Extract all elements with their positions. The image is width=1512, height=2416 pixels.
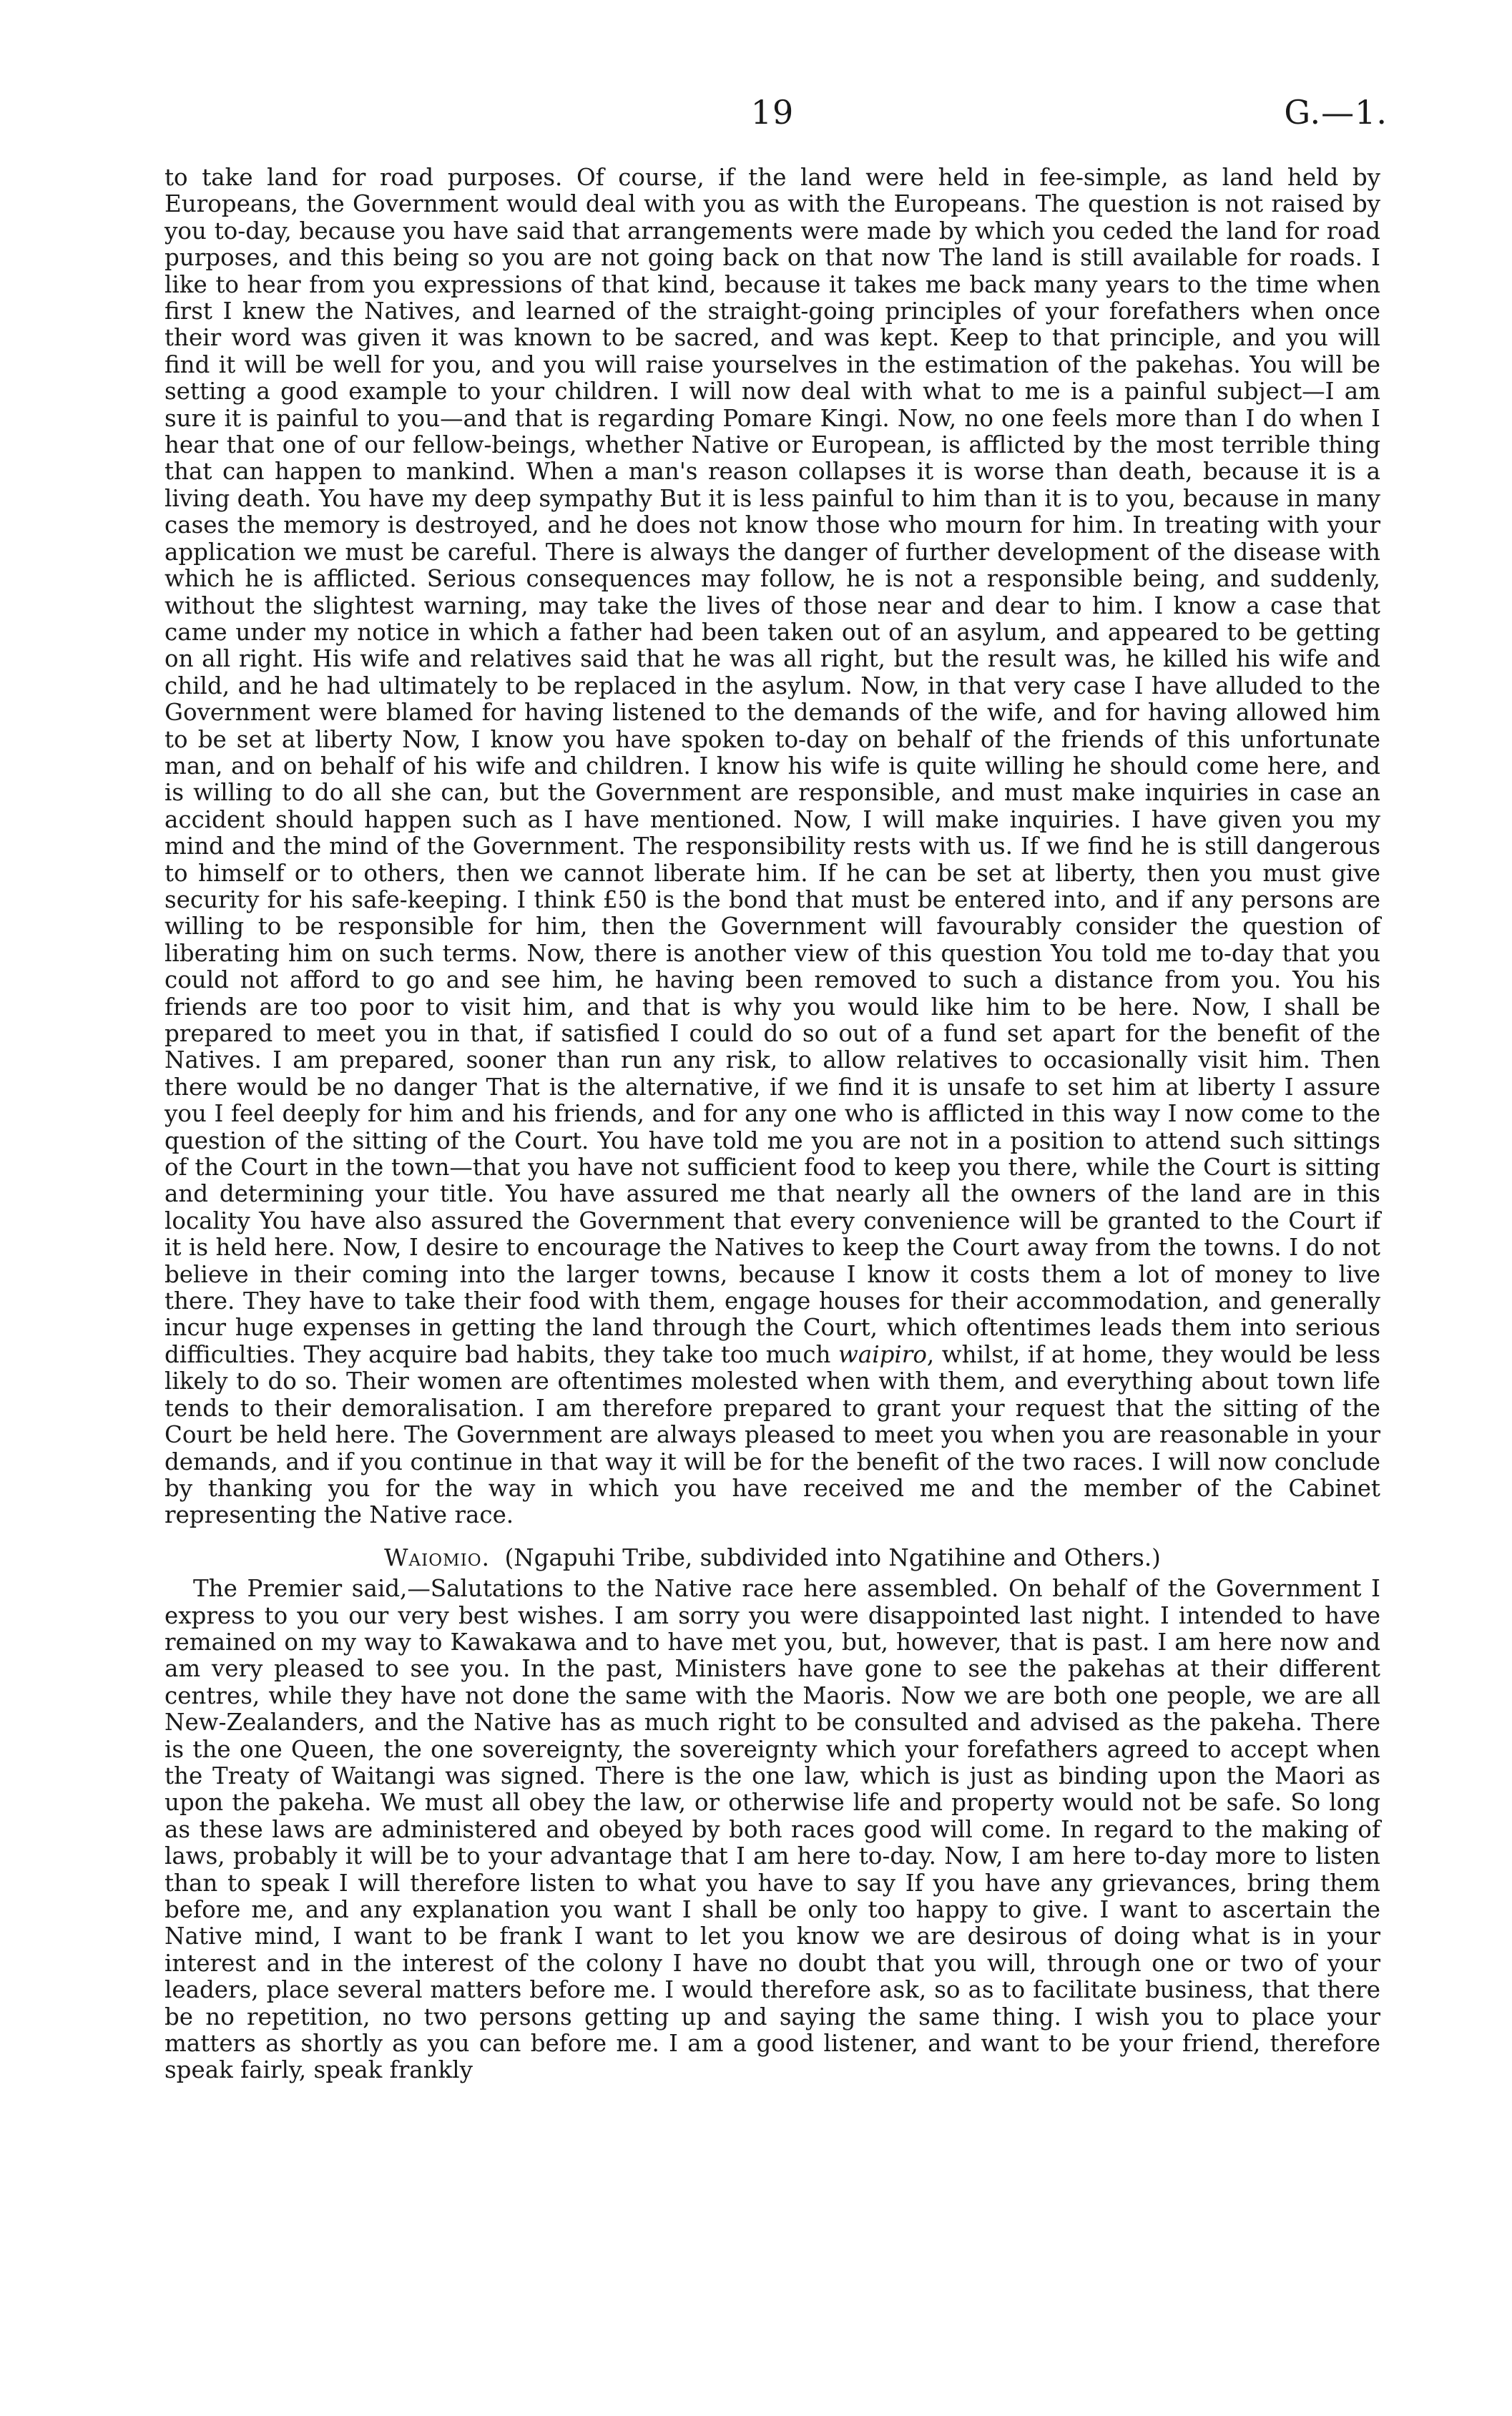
section-place: Waiomio. bbox=[384, 1543, 490, 1571]
body-paragraph: The Premier said,—Salutations to the Native race here assembled. On behalf of the Government I express to you our very best wishes. I am sorry you were disappointed last night. I intended to have remained on my way to Kawakawa and to have met you, but, however, that is past. I am here now and am very pleased to see you. In the past, Ministers have gone to see the pakehas at their different centres, while they have not done the same with the Maoris. Now we are both one people, we are all New-Zealanders, and the Native has as much right to be consulted and advised as the pakeha. There is the one Queen, the one sovereignty, the sovereignty which your forefathers agreed to accept when the Treaty of Waitangi was signed. There is the one law, which is just as binding upon the Maori as upon the pakeha. We must all obey the law, or otherwise life and property would not be safe. So long as these laws are administered and obeyed by both races good will come. In regard to the making of laws, probably it will be to your advantage that I am here to-day. Now, I am here to-day more to listen than to speak I will therefore listen to what you have to say If you have any grievances, bring them before me, and any explanation you want I shall be only too happy to give. I want to ascertain the Native mind, I want to be frank I want to let you know we are desirous of doing what is in your interest and in the interest of the colony I have no doubt that you will, through one or two of your leaders, place several matters before me. I would therefore ask, so as to facilitate business, that there be no repetition, no two persons getting up and saying the same thing. I wish you to place your matters as shortly as you can before me. I am a good listener, and want to be your friend, therefore speak fairly, speak frankly bbox=[165, 1575, 1380, 2084]
paragraph-text-cont: , whilst, if at home, they would be less likely to do so. Their women are oftentimes molested when with them, and everything about town life tends to their demoralisation. I am therefore prepared to grant your request that the sitting of the Court be held here. The Government are always pleased to meet you when you are reasonable in your demands, and if you continue in that way it will be for the benefit of the two races. I will now conclude by thanking you for the way in which you have received me and the member of the Cabinet representing the Native race. bbox=[165, 1340, 1381, 1529]
section-tribe: (Ngapuhi Tribe, subdivided into Ngatihine and Others.) bbox=[504, 1543, 1161, 1571]
document-page bbox=[165, 93, 1388, 2084]
italic-term: waipiro bbox=[838, 1340, 927, 1368]
page-number: 19 bbox=[750, 93, 795, 132]
paragraph-text: to take land for road purposes. Of course, if the land were held in fee-simple, as land held by Europeans, the Government would deal with you as with the Europeans. The question is not raised by you to-day, because you have said that arrangements were made by which you ceded the land for road purposes, and this being so you are not going back on that now The land is still available for roads. I like to hear from you expressions of that kind, because it takes me back many years to the time when first I knew the Natives, and learned of the straight-going principles of your forefathers when once their word was given it was known to be sacred, and was kept. Keep to that principle, and you will find it will be well for you, and you will raise yourselves in the estimation of the pakehas. You will be setting a good example to your children. I will now deal with what to me is a painful subject—I am sure it is painful to you—and that is regarding Pomare Kingi. Now, no one feels more than I do when I hear that one of our fellow-beings, whether Native or European, is afflicted by the most terrible thing that can happen to mankind. When a man's reason collapses it is worse than death, because it is a living death. You have my deep sympathy But it is less painful to him than it is to you, because in many cases the memory is destroyed, and he does not know those who mourn for him. In treating with your application we must be careful. There is always the danger of further development of the disease with which he is afflicted. Serious consequences may follow, he is not a responsible being, and suddenly, without the slightest warning, may take the lives of those near and dear to him. I know a case that came under my notice in which a father had been taken out of an asylum, and appeared to be getting on all right. His wife and relatives said that he was all right, but the result was, he killed his wife and child, and he had ultimately to be replaced in the asylum. Now, in that very case I have alluded to the Government were blamed for having listened to the demands of the wife, and for having allowed him to be set at liberty Now, I know you have spoken to-day on behalf of the friends of this unfortunate man, and on behalf of his wife and children. I know his wife is quite willing he should come here, and is willing to do all she can, but the Government are responsible, and must make inquiries in case an accident should happen such as I have mentioned. Now, I will make inquiries. I have given you my mind and the mind of the Government. The responsibility rests with us. If we find he is still dangerous to himself or to others, then we cannot liberate him. If he can be set at liberty, then you must give security for his safe-keeping. I think £50 is the bond that must be entered into, and if any persons are willing to be responsible for him, then the Government will favourably consider the question of liberating him on such terms. Now, there is another view of this question You told me to-day that you could not afford to go and see him, he having been removed to such a distance from you. You his friends are too poor to visit him, and that is why you would like him to be here. Now, I shall be prepared to meet you in that, if satisfied I could do so out of a fund set apart for the benefit of the Natives. I am prepared, sooner than run any risk, to allow relatives to occasionally visit him. Then there would be no danger That is the alternative, if we find it is unsafe to set him at liberty I assure you I feel deeply for him and his friends, and for any one who is afflicted in this way I now come to the question of the sitting of the Court. You have told me you are not in a position to attend such sittings of the Court in the town—that you have not sufficient food to keep you there, while the Court is sitting and determining your title. You have assured me that nearly all the owners of the land are in this locality You have also assured the Government that every convenience will be granted to the Court if it is held here. Now, I desire to encourage the Natives to keep the Court away from the towns. I do not believe in their coming into the larger towns, because I know it costs them a lot of money to live there. They have to take their food with them, engage houses for their accommodation, and generally incur huge expenses in getting the land through the Court, which oftentimes leads them into serious difficulties. They acquire bad habits, they take too much bbox=[165, 164, 1380, 1368]
body-paragraph-continued bbox=[165, 164, 1380, 1529]
section-heading bbox=[165, 1545, 1380, 1571]
document-reference: G.—1. bbox=[1284, 93, 1388, 132]
page-header bbox=[165, 93, 1388, 164]
